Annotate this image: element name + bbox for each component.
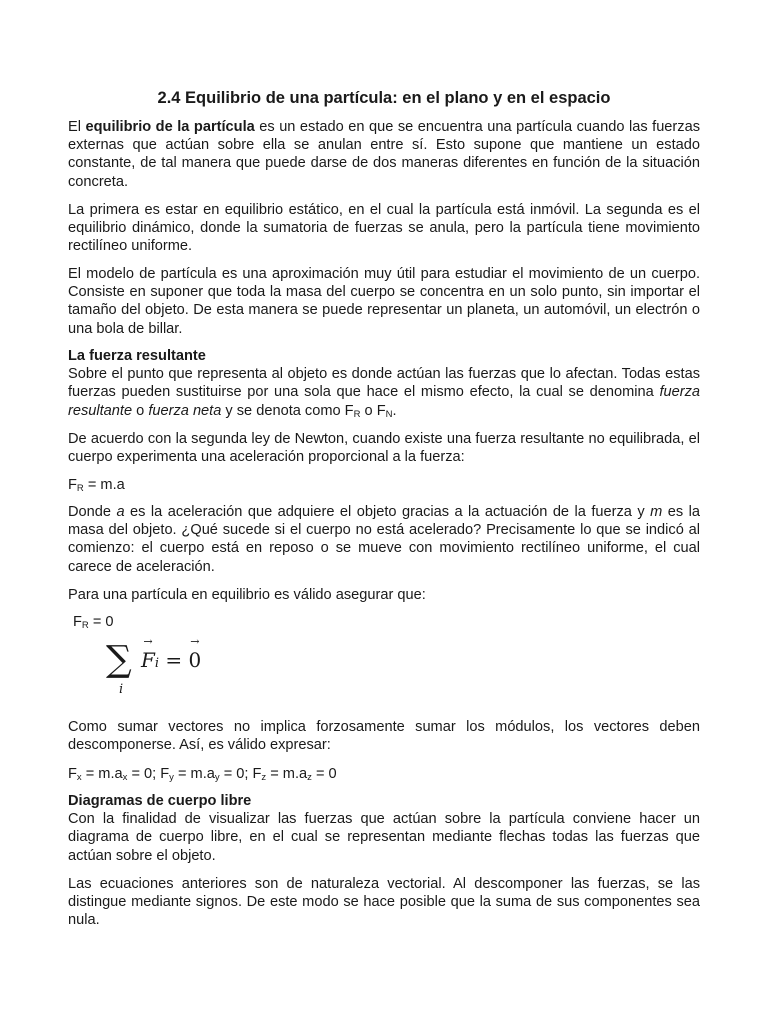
term-equilibrio: equilibrio de la partícula (85, 119, 255, 135)
paragraph-newton: De acuerdo con la segunda ley de Newton, cuando existe una fuerza resultante no equilibrada, el cuerpo experimenta una aceleración proporcional a la fuerza: (68, 431, 700, 466)
equation-components: $F_x = m.a_x = 0$; $F_y = m.a_y = 0$; $F_z = m.a_z = 0$ (68, 766, 337, 783)
paragraph-definitions: Donde a es la aceleración que adquiere el objeto gracias a la actuación de la fuerza y m es la masa del objeto. ¿Qué sucede si el cuerpo no está acelerado? Precisamente lo que se indicó al comienzo: el cuerpo está en reposo o se mueve con movimiento rectilíneo uniforme, el cual carece de aceleración. (68, 504, 700, 575)
paragraph-model: El modelo de partícula es una aproximación muy útil para estudiar el movimiento de un cuerpo. Consiste en suponer que toda la masa del cuerpo se concentra en un solo punto, sin importar el tamaño del objeto. De esta manera se puede representar un planeta, un automóvil, un electrón o una bola de billar. (68, 266, 700, 337)
page-title: 2.4 Equilibrio de una partícula: en el plano y en el espacio (157, 89, 611, 107)
equation-newton: $F_R = m.a$ (68, 477, 125, 494)
paragraph-decompose: Como sumar vectores no implica forzosamente sumar los módulos, los vectores deben descomponerse. Así, es válido expresar: (68, 719, 700, 754)
equation-equilibrium: $F_R = 0$ (73, 614, 114, 631)
section-heading: La fuerza resultante (68, 348, 206, 364)
sigma-symbol: ∑ (106, 639, 132, 680)
section-fuerza-resultante: La fuerza resultante Sobre el punto que representa al objeto es donde actúan las fuerzas que lo afectan. Todas estas fuerzas pueden sustituirse por una sola que hace el mismo efecto, la cual se denomina fuerza resultante o fuerza neta y se denota como $F_R$ o $F_N$. (68, 348, 700, 420)
paragraph-definition: El equilibrio de la partícula es un estado en que se encuentra una partícula cuando las fuerzas externas que actúan sobre ella se anulan entre sí. Esto supone que mantiene un estado constante, de tal manera que puede darse de dos maneras diferentes en función de la situación concreta. (68, 119, 700, 190)
paragraph-equilibrium: Para una partícula en equilibrio es válido asegurar que: (68, 587, 426, 603)
paragraph-conclusion: Las ecuaciones anteriores son de naturaleza vectorial. Al descomponer las fuerzas, se las distingue mediante signos. De este modo se hace posible que la suma de sus componentes sea nula. (68, 876, 700, 929)
section-diagramas: Diagramas de cuerpo libre Con la finalidad de visualizar las fuerzas que actúan sobre la partícula conviene hacer un diagrama de cuerpo libre, en el cual se representan mediante flechas todas las fuerzas que actúan sobre el objeto. (68, 793, 700, 864)
paragraph-types: La primera es estar en equilibrio estático, en el cual la partícula está inmóvil. La segunda es el equilibrio dinámico, donde la sumatoria de fuerzas se anula, pero la partícula tiene movimiento rectilíneo uniforme. (68, 202, 700, 255)
section-heading: Diagramas de cuerpo libre (68, 793, 252, 809)
equation-sum-forces: ∑ i → Fi = → 0 (106, 640, 226, 702)
